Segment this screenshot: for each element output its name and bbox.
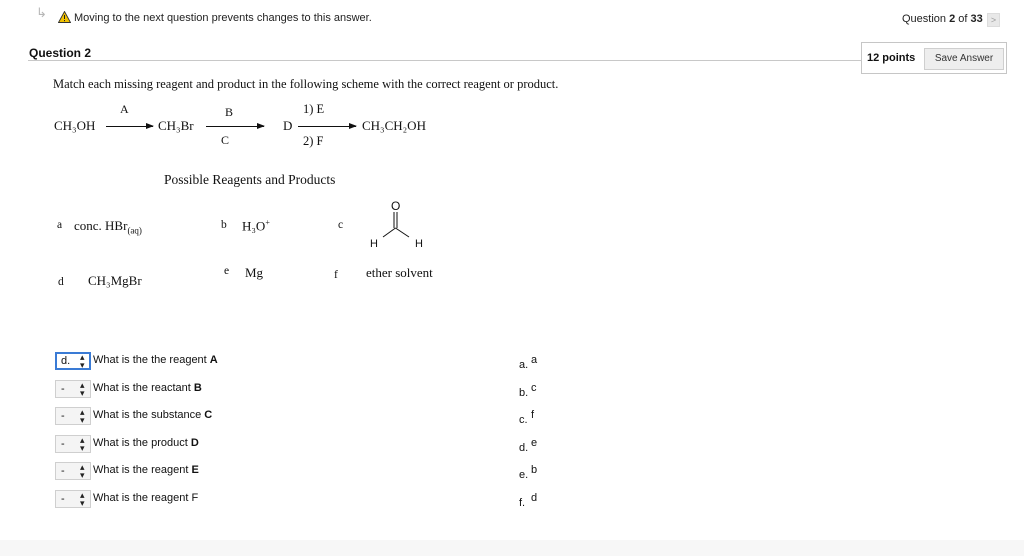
structure-h-label: H <box>370 238 378 250</box>
chevron-right-icon: > <box>990 15 997 25</box>
structure-o-label: O <box>391 199 401 213</box>
next-question-button[interactable] <box>987 13 1000 27</box>
instruction-text: Match each missing reagent and product in the following scheme with the correct reagent or product. <box>53 77 559 91</box>
match-select[interactable]: - ▴ ▾ <box>55 380 91 398</box>
scheme-start: CH₃OH <box>54 118 96 133</box>
option-b-value: H₃O+ <box>242 218 270 234</box>
scheme-label-a: A <box>120 102 129 116</box>
scheme-label-e: 1) E <box>303 102 325 116</box>
divider <box>28 60 862 61</box>
answer-letter: c. <box>519 414 528 426</box>
option-d-value: CH₃MgBr <box>88 273 142 288</box>
scheme-label-d: D <box>283 118 293 133</box>
structure-h-label: H <box>415 238 423 250</box>
match-prompt: What is the reagent E <box>93 464 199 476</box>
warning-text: Moving to the next question prevents changes to this answer. <box>74 12 372 24</box>
footer-band <box>0 540 1024 556</box>
match-select[interactable]: - ▴ ▾ <box>55 462 91 480</box>
match-select[interactable]: d. ▴ ▾ <box>55 352 91 370</box>
option-letter: a <box>57 219 63 231</box>
answer-value: b <box>531 464 538 476</box>
scheme-label-c: C <box>221 133 230 147</box>
option-letter: c <box>338 219 344 231</box>
match-prompt: What is the reactant B <box>93 382 202 394</box>
scheme-product: CH₃CH₂OH <box>362 118 426 133</box>
up-down-arrows-icon: ▴ ▾ <box>80 352 85 370</box>
up-down-arrows-icon: ▴ ▾ <box>80 435 85 453</box>
scheme-arrow-3 <box>298 126 356 127</box>
scheme-label-f: 2) F <box>303 134 324 148</box>
answer-letter: a. <box>519 359 529 371</box>
answer-value: d <box>531 492 538 504</box>
up-down-arrows-icon: ▴ ▾ <box>80 380 85 398</box>
answer-value: f <box>531 409 535 421</box>
up-down-arrows-icon: ▴ ▾ <box>80 490 85 508</box>
match-select[interactable]: - ▴ ▾ <box>55 435 91 453</box>
up-down-arrows-icon: ▴ ▾ <box>80 407 85 425</box>
option-letter: d <box>58 276 64 288</box>
scheme-ch3br: CH₃Br <box>158 118 194 133</box>
option-letter: f <box>334 269 338 281</box>
top-bar <box>0 0 1024 40</box>
answer-letter: b. <box>519 387 529 399</box>
scheme-arrow-2 <box>206 126 264 127</box>
answer-letter: e. <box>519 469 529 481</box>
options-title: Possible Reagents and Products <box>164 172 336 187</box>
scheme-label-b: B <box>225 105 234 119</box>
match-select[interactable]: - ▴ ▾ <box>55 407 91 425</box>
option-letter: e <box>224 265 230 277</box>
answer-letter: f. <box>519 497 526 509</box>
match-prompt: What is the product D <box>93 437 199 449</box>
return-arrow-icon: ↳ <box>36 5 47 20</box>
match-prompt: What is the substance C <box>93 409 213 421</box>
question-title: Question 2 <box>29 46 92 60</box>
answer-value: e <box>531 437 538 449</box>
option-a-value: conc. HBr$_{(aq)}$ <box>74 218 142 236</box>
answer-letter: d. <box>519 442 529 454</box>
up-down-arrows-icon: ▴ ▾ <box>80 462 85 480</box>
answer-value: c <box>531 382 537 394</box>
match-prompt: What is the reagent F <box>93 492 199 504</box>
match-select[interactable]: - ▴ ▾ <box>55 490 91 508</box>
option-e-value: Mg <box>245 265 264 280</box>
warning-icon <box>58 11 71 23</box>
answer-value: a <box>531 354 538 366</box>
points-label: 12 points <box>867 52 916 64</box>
save-answer-button[interactable]: Save Answer <box>924 48 1004 70</box>
option-f-value: ether solvent <box>366 265 433 280</box>
question-counter: Question 2 of 33 <box>902 13 983 25</box>
points-panel <box>861 42 1007 74</box>
match-prompt: What is the the reagent A <box>93 354 218 366</box>
option-letter: b <box>221 219 227 231</box>
scheme-arrow-1 <box>106 126 153 127</box>
